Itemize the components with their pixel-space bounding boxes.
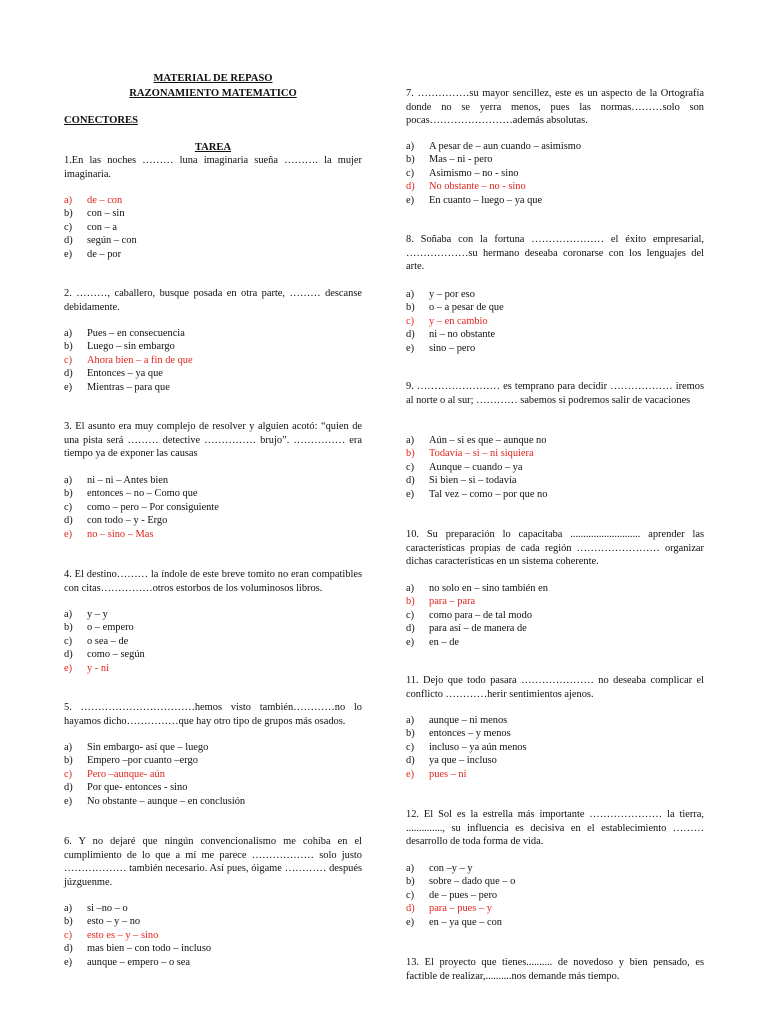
- option-b: [406, 727, 704, 740]
- option-b: [406, 875, 704, 888]
- question-5-text: 5. ……………………………hemos visto también…………no lo hayamos dicho……………que hay otro tipo de grupos más osados.: [64, 702, 362, 727]
- option-d: [64, 781, 362, 794]
- option-text: incluso – ya aún menos: [429, 741, 527, 753]
- option-b: [64, 487, 362, 500]
- option-d: [64, 367, 362, 380]
- option-a: [64, 327, 362, 340]
- option-letter: d): [64, 515, 73, 527]
- question-4-options: [64, 608, 362, 675]
- option-text: Pues – en consecuencia: [87, 328, 185, 339]
- option-e: [406, 194, 704, 207]
- option-letter: c): [64, 354, 73, 366]
- option-letter: c): [406, 315, 415, 327]
- option-text: para así – de manera de: [429, 623, 527, 635]
- option-letter: b): [406, 154, 415, 166]
- option-text: mas bien – con todo – incluso: [87, 943, 212, 955]
- option-letter: b): [406, 596, 415, 608]
- option-letter: a): [406, 715, 415, 726]
- option-b: [406, 595, 704, 608]
- question-7-text: 7. ……………su mayor sencillez, este es un aspecto de la Ortografía donde no se yerra menos, pues las normas………solo son pocas……………………además absolutas.: [406, 88, 704, 126]
- option-a: [64, 902, 362, 915]
- option-text: A pesar de – aun cuando – asimismo: [429, 141, 582, 152]
- option-d: [406, 474, 704, 487]
- option-b: [64, 915, 362, 928]
- question-7-options: [406, 140, 704, 207]
- option-text: sino – pero: [429, 342, 476, 354]
- option-letter: e): [406, 342, 415, 354]
- option-text: con – sin: [87, 208, 125, 220]
- option-text: Por que- entonces - sino: [87, 782, 188, 794]
- option-text: entonces – y menos: [429, 728, 511, 740]
- option-letter: b): [64, 488, 73, 500]
- option-letter: c): [64, 929, 73, 941]
- option-letter: b): [406, 876, 415, 888]
- option-a: [406, 714, 704, 727]
- option-letter: a): [64, 903, 73, 914]
- option-letter: a): [406, 289, 415, 300]
- option-e: [64, 662, 362, 675]
- option-b: [64, 621, 362, 634]
- option-text: de – por: [87, 248, 122, 260]
- option-letter: c): [406, 461, 415, 473]
- option-b: [406, 301, 704, 314]
- option-text: aunque – ni menos: [429, 715, 508, 726]
- option-text: Si bien – si – todavía: [429, 475, 517, 487]
- option-b: [64, 340, 362, 353]
- option-c: [406, 315, 704, 328]
- option-letter: c): [64, 635, 73, 647]
- option-c: [406, 609, 704, 622]
- option-c: [64, 768, 362, 781]
- option-text: Tal vez – como – por que no: [429, 488, 548, 500]
- option-letter: a): [64, 328, 73, 339]
- option-letter: a): [64, 195, 73, 206]
- option-text: para – para: [429, 596, 476, 608]
- option-text: No obstante – aunque – en conclusión: [87, 795, 246, 807]
- option-c: [64, 929, 362, 942]
- option-a: [64, 194, 362, 207]
- option-text: aunque – empero – o sea: [87, 956, 191, 968]
- option-c: [64, 354, 362, 367]
- question-2-text: 2. ………, caballero, busque posada en otra parte, ……… descanse debidamente.: [64, 288, 362, 313]
- question-1-options: [64, 194, 362, 261]
- option-e: [406, 768, 704, 781]
- option-letter: b): [64, 208, 73, 220]
- question-8-options: [406, 288, 704, 355]
- option-letter: c): [406, 167, 415, 179]
- option-e: [64, 381, 362, 394]
- question-12-options: [406, 862, 704, 929]
- option-letter: b): [406, 302, 415, 314]
- document-subtitle: RAZONAMIENTO MATEMATICO: [129, 88, 297, 99]
- option-d: [406, 180, 704, 193]
- option-a: [406, 140, 704, 153]
- option-text: Empero –por cuanto –ergo: [87, 755, 198, 767]
- option-text: Entonces – ya que: [87, 368, 163, 380]
- option-letter: a): [64, 609, 73, 620]
- option-e: [406, 636, 704, 649]
- option-d: [406, 328, 704, 341]
- option-text: Aún – si es que – aunque no: [429, 435, 547, 446]
- document-title: MATERIAL DE REPASO: [153, 73, 273, 84]
- question-5-options: [64, 741, 362, 808]
- option-letter: e): [406, 636, 415, 648]
- option-text: y – en cambio: [429, 315, 488, 327]
- option-text: de – pues – pero: [429, 889, 498, 901]
- option-text: o – empero: [87, 622, 134, 634]
- option-letter: e): [64, 956, 73, 968]
- option-letter: e): [406, 488, 415, 500]
- option-letter: a): [64, 475, 73, 486]
- option-letter: d): [406, 329, 415, 341]
- option-letter: a): [406, 583, 415, 594]
- option-letter: c): [64, 768, 73, 780]
- question-11-options: [406, 714, 704, 781]
- option-a: [64, 474, 362, 487]
- option-letter: e): [406, 916, 415, 928]
- option-letter: d): [64, 782, 73, 794]
- question-6-options: [64, 902, 362, 969]
- tarea-heading: TAREA: [194, 142, 232, 153]
- question-2-options: [64, 327, 362, 394]
- option-text: si –no – o: [87, 903, 128, 914]
- option-letter: b): [64, 341, 73, 353]
- option-b: [406, 447, 704, 460]
- question-3-options: [64, 474, 362, 541]
- option-letter: e): [64, 662, 73, 674]
- question-8-text: 8. Soñaba con la fortuna ………………… el éxito empresarial, ………………su hermano deseaba coronarse con los lenguajes del arte.: [406, 234, 704, 272]
- option-a: [406, 582, 704, 595]
- option-text: o sea – de: [87, 635, 129, 647]
- option-text: entonces – no – Como que: [87, 488, 198, 500]
- question-9-options: [406, 434, 704, 501]
- option-c: [64, 221, 362, 234]
- option-letter: d): [406, 623, 415, 635]
- option-letter: c): [64, 501, 73, 513]
- option-letter: d): [64, 943, 73, 955]
- question-4-text: 4. El destino……… la índole de este breve tomito no eran compatibles con citas……………otros estorbos de los voluminosos libros.: [64, 569, 362, 594]
- option-text: de – con: [87, 195, 123, 206]
- option-b: [406, 153, 704, 166]
- option-text: pues – ni: [429, 768, 467, 780]
- option-d: [64, 648, 362, 661]
- question-3-text: 3. El asunto era muy complejo de resolver y alguien acotó: “quien de una pista será ……… detective …………… brujo”. …………… era tiempo ya de exponer las causas: [64, 421, 362, 459]
- option-text: Mas – ni - pero: [429, 154, 493, 166]
- option-d: [64, 514, 362, 527]
- option-letter: e): [406, 194, 415, 206]
- question-6-text: 6. Y no dejaré que ningún convencionalismo me cohíba en el cumplimiento de lo que a mí me parece ……………… solo justo ……………… también necesario. Así pues, óigame ………… después júzguenme.: [64, 836, 362, 888]
- option-a: [406, 862, 704, 875]
- option-text: no – sino – Mas: [87, 528, 154, 540]
- option-text: ni – ni – Antes bien: [87, 475, 169, 486]
- option-text: ni – no obstante: [429, 329, 496, 341]
- option-letter: b): [64, 916, 73, 928]
- option-letter: c): [64, 221, 73, 233]
- option-d: [406, 902, 704, 915]
- option-a: [64, 608, 362, 621]
- question-9-text: 9. …………………… es temprano para decidir ……………… iremos al norte o al sur; ………… sabemos si podremos salir de vacaciones: [406, 381, 704, 406]
- option-e: [64, 795, 362, 808]
- option-text: Ahora bien – a fin de que: [87, 354, 193, 366]
- option-text: según – con: [87, 235, 137, 247]
- option-text: Mientras – para que: [87, 381, 170, 393]
- option-text: en – de: [429, 636, 460, 648]
- option-text: o – a pesar de que: [429, 302, 504, 314]
- option-text: no solo en – sino también en: [429, 583, 548, 594]
- option-text: Aunque – cuando – ya: [429, 461, 523, 473]
- option-e: [64, 956, 362, 969]
- option-text: esto es – y – sino: [87, 929, 159, 941]
- option-e: [406, 342, 704, 355]
- option-text: Luego – sin embargo: [87, 341, 175, 353]
- option-text: para – pues – y: [429, 903, 492, 915]
- option-a: [406, 434, 704, 447]
- option-text: No obstante – no - sino: [429, 181, 526, 193]
- option-d: [406, 622, 704, 635]
- option-text: Todavía – si – ni siquiera: [429, 448, 534, 460]
- section-heading: CONECTORES: [64, 115, 138, 126]
- option-text: Sin embargo- así que – luego: [87, 742, 209, 753]
- option-text: y – y: [87, 609, 108, 620]
- option-text: en – ya que – con: [429, 916, 502, 928]
- option-letter: a): [406, 435, 415, 446]
- option-c: [406, 741, 704, 754]
- question-13-text: 13. El proyecto que tienes.......... de novedoso y bien pensado, es factible de realizar,..........nos demande más tiempo.: [406, 957, 704, 982]
- option-text: como – pero – Por consiguiente: [87, 501, 219, 513]
- option-letter: c): [406, 889, 415, 901]
- option-text: como para – de tal modo: [429, 609, 533, 621]
- option-c: [406, 889, 704, 902]
- option-letter: d): [406, 755, 415, 767]
- option-letter: e): [64, 381, 73, 393]
- option-text: con todo – y - Ergo: [87, 515, 168, 527]
- option-d: [406, 754, 704, 767]
- option-letter: d): [406, 903, 415, 915]
- option-letter: b): [406, 448, 415, 460]
- option-letter: b): [406, 728, 415, 740]
- option-text: Asimismo – no - sino: [429, 167, 519, 179]
- option-letter: e): [406, 768, 415, 780]
- option-letter: c): [406, 609, 415, 621]
- option-letter: d): [64, 368, 73, 380]
- question-10-text: 10. Su preparación lo capacitaba ........................... aprender las características propias de cada región …………………… organizar dichas características en un sistema coherente.: [406, 529, 704, 567]
- option-text: con – a: [87, 221, 118, 233]
- option-letter: a): [64, 742, 73, 753]
- option-e: [64, 528, 362, 541]
- option-d: [64, 234, 362, 247]
- question-1-text: 1.En las noches ……… luna imaginaria sueña ………. la mujer imaginaria.: [64, 155, 362, 180]
- option-letter: d): [64, 235, 73, 247]
- option-text: con –y – y: [429, 863, 473, 874]
- option-letter: e): [64, 248, 73, 260]
- option-b: [64, 207, 362, 220]
- option-text: y – por eso: [429, 289, 475, 300]
- option-text: ya que – incluso: [429, 755, 497, 767]
- option-text: como – según: [87, 649, 145, 661]
- option-letter: d): [406, 475, 415, 487]
- option-d: [64, 942, 362, 955]
- option-letter: d): [64, 649, 73, 661]
- option-letter: b): [64, 755, 73, 767]
- question-10-options: [406, 582, 704, 649]
- option-c: [64, 635, 362, 648]
- option-letter: b): [64, 622, 73, 634]
- option-c: [64, 501, 362, 514]
- option-letter: e): [64, 528, 73, 540]
- option-a: [406, 288, 704, 301]
- option-c: [406, 461, 704, 474]
- option-c: [406, 167, 704, 180]
- option-e: [64, 248, 362, 261]
- option-b: [64, 754, 362, 767]
- option-a: [64, 741, 362, 754]
- option-text: En cuanto – luego – ya que: [429, 194, 543, 206]
- option-text: y - ni: [87, 662, 109, 674]
- option-text: sobre – dado que – o: [429, 876, 516, 888]
- question-12-text: 12. El Sol es la estrella más importante ………………… la tierra, .............., su influencia es decisiva en el establecimiento ………desarrollo de toda forma de vida.: [406, 809, 704, 847]
- option-e: [406, 488, 704, 501]
- option-e: [406, 916, 704, 929]
- option-letter: a): [406, 141, 415, 152]
- option-text: Pero –aunque- aún: [87, 768, 165, 780]
- option-letter: c): [406, 741, 415, 753]
- option-letter: e): [64, 795, 73, 807]
- option-letter: a): [406, 863, 415, 874]
- question-11-text: 11. Dejo que todo pasara ………………… no deseaba complicar el conflicto …………herir sentimientos ajenos.: [406, 675, 704, 700]
- option-text: esto – y – no: [87, 916, 141, 928]
- option-letter: d): [406, 181, 415, 193]
